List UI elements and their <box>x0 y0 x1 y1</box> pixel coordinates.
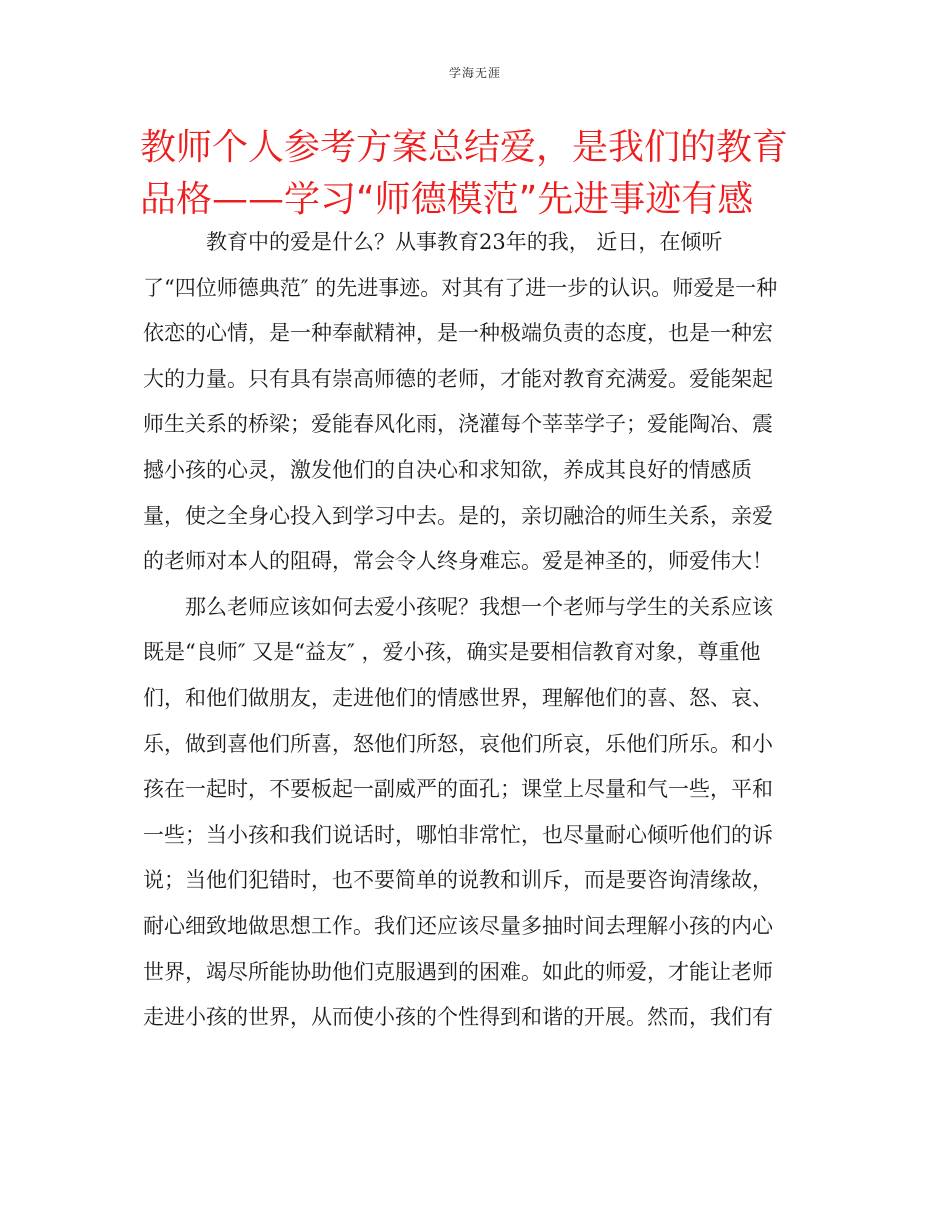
body-line: 走进小孩的世界，从而使小孩的个性得到和谐的开展。然而，我们有 <box>143 1005 773 1030</box>
body-line: 一些；当小孩和我们说话时，哪怕非常忙，也尽量耐心倾听他们的诉 <box>143 822 773 847</box>
body-line: 乐，做到喜他们所喜，怒他们所怒，哀他们所哀，乐他们所乐。和小 <box>143 731 773 756</box>
body-line: 既是“良师″ 又是“益友″ ，爱小孩，确实是要相信教育对象，尊重他 <box>143 640 761 665</box>
body-line: 依恋的心情，是一种奉献精神，是一种极端负责的态度，也是一种宏 <box>143 321 773 346</box>
title-line: 品格——学习“师德模范”先进事迹有感 <box>140 179 754 220</box>
body-line: 了“四位师德典范″ 的先进事迹。对其有了进一步的认识。师爱是一种 <box>143 275 778 300</box>
body-line: 世界，竭尽所能协助他们克服遇到的困难。如此的师爱，才能让老师 <box>143 959 773 984</box>
title-line: 教师个人参考方案总结爱，是我们的教育 <box>140 127 789 168</box>
body-line: 们，和他们做朋友，走进他们的情感世界，理解他们的喜、怒、哀、 <box>143 685 773 710</box>
document-body <box>143 220 808 1041</box>
body-line: 师生关系的桥梁；爱能春风化雨，浇灌每个莘莘学子；爱能陶冶、震 <box>143 412 773 437</box>
body-line: 教育中的爱是什么？从事教育23年的我， 近日，在倾听 <box>143 230 723 254</box>
body-line: 撼小孩的心灵，激发他们的自决心和求知欲，养成其良好的情感质 <box>143 457 752 482</box>
body-line: 说；当他们犯错时，也不要简单的说教和训斥，而是要咨询清缘故， <box>143 868 773 893</box>
body-line: 的老师对本人的阻碍，常会令人终身难忘。爱是神圣的，师爱伟大！ <box>143 549 773 574</box>
body-line: 量，使之全身心投入到学习中去。是的，亲切融洽的师生关系，亲爱 <box>143 503 773 528</box>
running-header: 学海无涯 <box>448 66 501 80</box>
body-line: 大的力量。只有具有崇高师德的老师，才能对教育充满爱。爱能架起 <box>143 366 773 391</box>
body-line: 耐心细致地做思想工作。我们还应该尽量多抽时间去理解小孩的内心 <box>143 913 773 938</box>
document-title <box>140 122 820 226</box>
body-line: 孩在一起时，不要板起一副威严的面孔；课堂上尽量和气一些，平和 <box>143 777 773 802</box>
body-line: 那么老师应该如何去爱小孩呢？我想一个老师与学生的关系应该 <box>143 594 773 619</box>
